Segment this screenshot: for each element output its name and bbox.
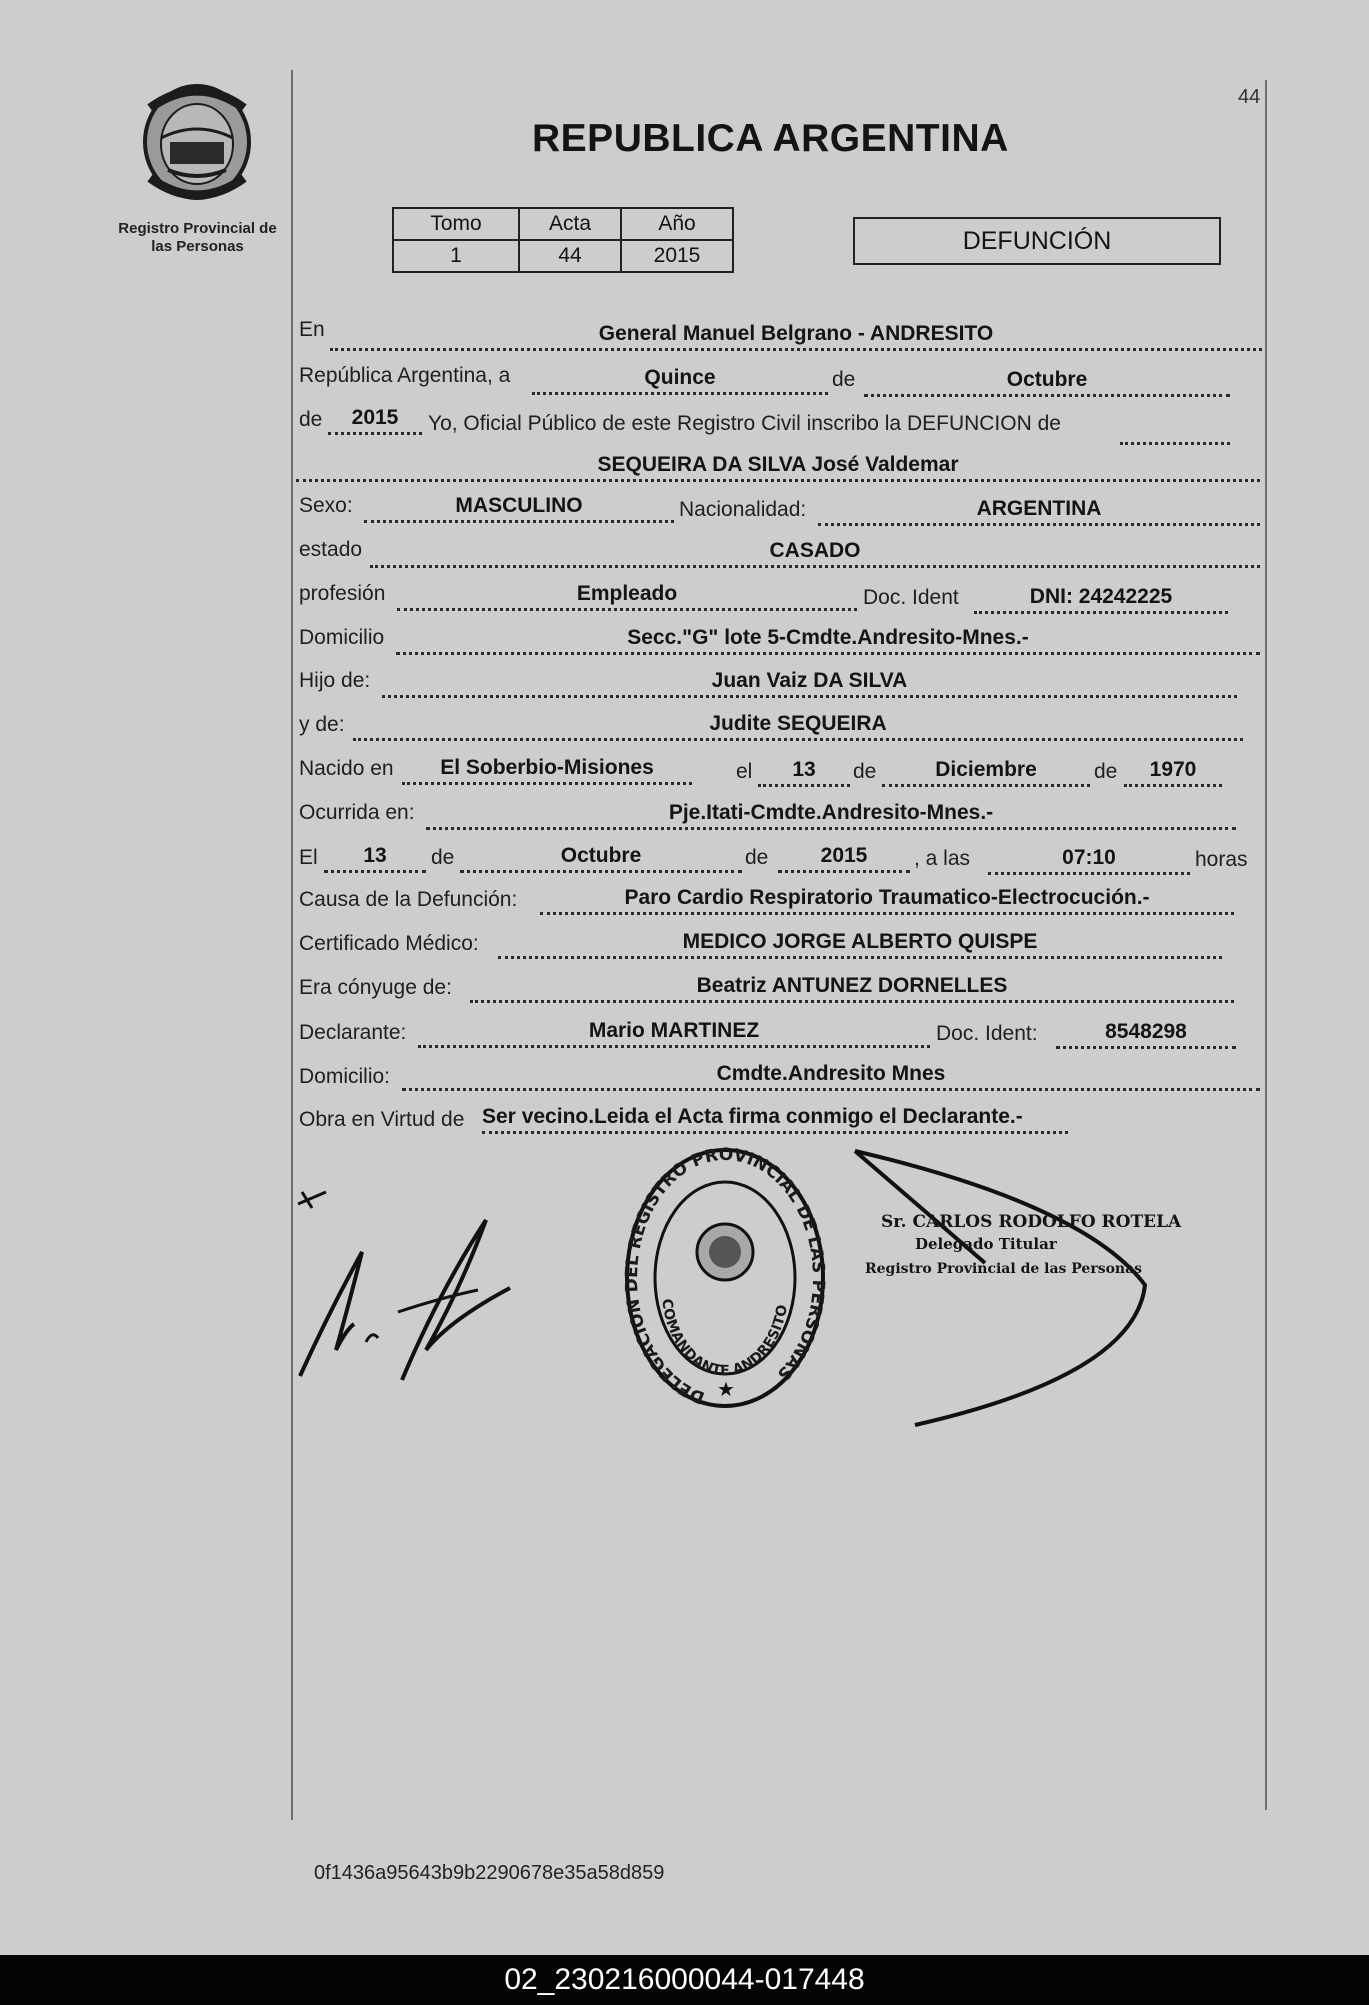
obra-field: Ser vecino.Leida el Acta firma conmigo el Declarante.- bbox=[482, 1103, 1068, 1134]
page-number: 44 bbox=[1238, 86, 1261, 108]
acta-header: Acta bbox=[519, 208, 621, 240]
profesion-label: profesión bbox=[299, 582, 386, 605]
year-field: 2015 bbox=[328, 404, 422, 435]
place-field: General Manuel Belgrano - ANDRESITO bbox=[330, 320, 1262, 351]
misiones-coat-of-arms-icon bbox=[132, 78, 262, 206]
de-label-6: de bbox=[745, 846, 769, 869]
causa-field: Paro Cardio Respiratorio Traumatico-Electrocución.- bbox=[540, 884, 1234, 915]
ano-header: Año bbox=[621, 208, 733, 240]
horas-label: horas bbox=[1195, 848, 1248, 871]
a-las-label: , a las bbox=[914, 847, 971, 870]
declarant-signature-icon bbox=[290, 1180, 530, 1390]
domicilio-field: Secc."G" lote 5-Cmdte.Andresito-Mnes.- bbox=[396, 624, 1260, 655]
seal-outer-text: DELEGACION DEL REGISTRO PROVINCIAL DE LAS PERSONAS bbox=[621, 1144, 829, 1408]
el-label: el bbox=[736, 760, 753, 783]
tomo-acta-ano-table bbox=[392, 207, 734, 273]
tomo-value: 1 bbox=[393, 240, 519, 272]
causa-label: Causa de la Defunción: bbox=[299, 888, 518, 911]
acta-value: 44 bbox=[519, 240, 621, 272]
inscribo-text: Yo, Oficial Público de este Registro Civil inscribo la DEFUNCION de bbox=[428, 412, 1061, 435]
tomo-header: Tomo bbox=[393, 208, 519, 240]
official-name: Sr. CARLOS RODOLFO ROTELA bbox=[881, 1212, 1182, 1232]
de-label-5: de bbox=[431, 846, 455, 869]
profesion-field: Empleado bbox=[397, 580, 857, 611]
sexo-field: MASCULINO bbox=[364, 492, 674, 523]
registry-line-2: las Personas bbox=[151, 238, 244, 255]
nacionalidad-field: ARGENTINA bbox=[818, 495, 1260, 526]
death-day-field: 13 bbox=[324, 842, 426, 873]
nacionalidad-label: Nacionalidad: bbox=[679, 498, 807, 521]
registry-line-1: Registro Provincial de bbox=[118, 220, 277, 237]
ano-value: 2015 bbox=[621, 240, 733, 272]
doc-ident-field: DNI: 24242225 bbox=[974, 583, 1228, 614]
obra-label: Obra en Virtud de bbox=[299, 1108, 465, 1131]
estado-label: estado bbox=[299, 538, 363, 561]
domicilio-2-label: Domicilio: bbox=[299, 1065, 391, 1088]
ocurrida-en-label: Ocurrida en: bbox=[299, 801, 415, 824]
month-text-field: Octubre bbox=[864, 366, 1230, 397]
birth-month-field: Diciembre bbox=[882, 756, 1090, 787]
day-text-field: Quince bbox=[532, 364, 828, 395]
death-year-field: 2015 bbox=[778, 842, 910, 873]
deceased-name-field: SEQUEIRA DA SILVA José Valdemar bbox=[296, 451, 1260, 482]
doc-ident-2-field: 8548298 bbox=[1056, 1018, 1236, 1049]
official-office: Registro Provincial de las Personas bbox=[865, 1261, 1143, 1277]
domicilio-label: Domicilio bbox=[299, 626, 385, 649]
inscribo-trailing-field bbox=[1120, 414, 1230, 445]
mother-field: Judite SEQUEIRA bbox=[353, 710, 1243, 741]
republica-label: República Argentina, a bbox=[299, 364, 511, 387]
registry-seal-stamp bbox=[620, 1140, 830, 1412]
estado-field: CASADO bbox=[370, 537, 1260, 568]
official-title: Delegado Titular bbox=[915, 1235, 1057, 1253]
seal-inner-text: COMANDANTE ANDRESITO bbox=[658, 1297, 791, 1380]
footer-document-id: 02_230216000044-017448 bbox=[0, 1955, 1369, 2005]
declarante-field: Mario MARTINEZ bbox=[418, 1017, 930, 1048]
doc-ident-label: Doc. Ident bbox=[863, 586, 959, 609]
death-place-field: Pje.Itati-Cmdte.Andresito-Mnes.- bbox=[426, 799, 1236, 830]
nacido-en-label: Nacido en bbox=[299, 757, 394, 780]
registry-name bbox=[100, 220, 295, 256]
el-label-2: El bbox=[299, 846, 318, 869]
seal-star-icon: ★ bbox=[717, 1379, 735, 1401]
death-month-field: Octubre bbox=[460, 842, 742, 873]
sexo-label: Sexo: bbox=[299, 494, 353, 517]
death-time-field: 07:10 bbox=[988, 844, 1190, 875]
birthplace-field: El Soberbio-Misiones bbox=[402, 754, 692, 785]
conyuge-field: Beatriz ANTUNEZ DORNELLES bbox=[470, 972, 1234, 1003]
birth-day-field: 13 bbox=[758, 756, 850, 787]
right-margin-line bbox=[1265, 80, 1267, 1810]
country-title: REPUBLICA ARGENTINA bbox=[532, 117, 1009, 160]
de-label-1: de bbox=[832, 368, 856, 391]
de-label-4: de bbox=[1094, 760, 1118, 783]
en-label: En bbox=[299, 318, 325, 341]
left-margin-line bbox=[291, 70, 293, 1820]
record-type-box: DEFUNCIÓN bbox=[853, 217, 1221, 265]
birth-year-field: 1970 bbox=[1124, 756, 1222, 787]
de-label-3: de bbox=[853, 760, 877, 783]
father-field: Juan Vaiz DA SILVA bbox=[382, 667, 1237, 698]
domicilio-2-field: Cmdte.Andresito Mnes bbox=[402, 1060, 1260, 1091]
doc-ident-2-label: Doc. Ident: bbox=[936, 1022, 1038, 1045]
declarante-label: Declarante: bbox=[299, 1021, 407, 1044]
de-label-2: de bbox=[299, 408, 323, 431]
hijo-de-label: Hijo de: bbox=[299, 669, 371, 692]
certificado-field: MEDICO JORGE ALBERTO QUISPE bbox=[498, 928, 1222, 959]
conyuge-label: Era cónyuge de: bbox=[299, 976, 452, 999]
document-hash: 0f1436a95643b9b2290678e35a58d859 bbox=[314, 1862, 665, 1884]
official-signature-stamp bbox=[845, 1145, 1182, 1435]
certificado-label: Certificado Médico: bbox=[299, 932, 479, 955]
y-de-label: y de: bbox=[299, 713, 345, 736]
